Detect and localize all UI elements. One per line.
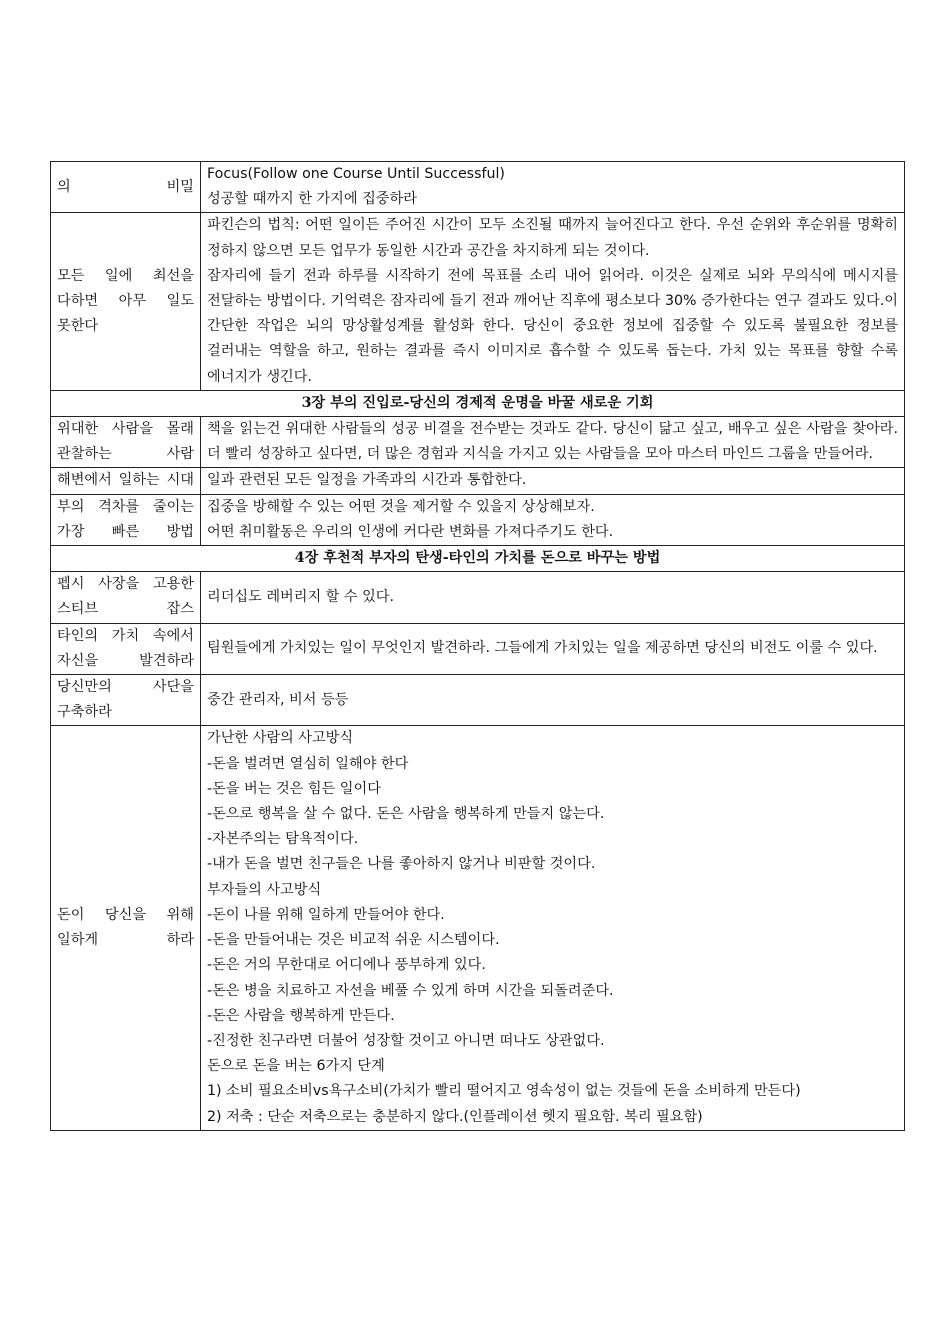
row-notes [201, 675, 905, 726]
row-topic: 모든 일에 최선을 다하면 아무 일도 못한다 [51, 213, 201, 390]
row-topic: 부의 격차를 줄이는 가장 빠른 방법 [51, 494, 201, 545]
table-row [51, 162, 905, 213]
section-heading: 4장 후천적 부자의 탄생-타인의 가치를 돈으로 바꾸는 방법 [51, 546, 905, 572]
note-line: 부자들의 사고방식 [207, 881, 322, 898]
table-row [51, 494, 905, 545]
note-line: 잠자리에 들기 전과 하루를 시작하기 전에 목표를 소리 내어 읽어라. 이것은 실제로 뇌와 무의식에 메시지를 전달하는 방법이다. 기억력은 잠자리에 들기 전과 깨어난 직후에 평소보다 30% 증가한다는 연구 결과도 있다.이 간단한 작업은 뇌의 망상활성계를 활성화 한다. 당신이 중요한 정보에 집중할 수 있도록 불필요한 정보를 걸러내는 역할을 하고, 원하는 결과를 즉시 이미지로 흡수할 수 있도록 돕는다. 가치 있는 목표를 향할 수록 에너지가 생긴다. [207, 267, 898, 385]
note-line: -돈은 거의 무한대로 어디에나 풍부하게 있다. [207, 957, 486, 974]
row-notes [201, 726, 905, 1130]
row-topic: 타인의 가치 속에서 자신을 발견하라 [51, 623, 201, 674]
note-line: -돈을 만들어내는 것은 비교적 쉬운 시스템이다. [207, 932, 500, 949]
row-topic: 당신만의 사단을 구축하라 [51, 675, 201, 726]
note-line: -돈을 버는 것은 힘든 일이다 [207, 780, 381, 797]
section-heading: 3장 부의 진입로-당신의 경제적 운명을 바꿀 새로운 기회 [51, 390, 905, 416]
note-line: 중간 관리자, 비서 등등 [207, 691, 349, 708]
table-row [51, 675, 905, 726]
note-line: -돈은 사람을 행복하게 만든다. [207, 1007, 395, 1024]
note-line: 리더십도 레버리지 할 수 있다. [207, 588, 395, 605]
note-line: -돈을 벌려면 열심히 일해야 한다 [207, 755, 409, 772]
note-line: -내가 돈을 벌면 친구들은 나를 좋아하지 않거나 비판할 것이다. [207, 856, 596, 873]
note-line: 어떤 취미활동은 우리의 인생에 커다란 변화를 가져다주기도 한다. [207, 523, 614, 540]
table-row [51, 623, 905, 674]
table-row [51, 468, 905, 494]
note-line: 돈으로 돈을 버는 6가지 단계 [207, 1058, 385, 1075]
row-notes [201, 213, 905, 390]
note-line: -돈으로 행복을 살 수 없다. 돈은 사람을 행복하게 만들지 않는다. [207, 806, 605, 823]
row-notes [201, 417, 905, 468]
section-row [51, 390, 905, 416]
row-topic: 의 비밀 [51, 162, 201, 213]
note-line: 파킨슨의 법칙: 어떤 일이든 주어진 시간이 모두 소진될 때까지 늘어진다고 한다. 우선 순위와 후순위를 명확히 정하지 않으면 모든 업무가 동일한 시간과 공간을 차지하게 되는 것이다. [207, 217, 898, 259]
row-topic: 펩시 사장을 고용한 스티브 잡스 [51, 572, 201, 623]
row-topic: 해변에서 일하는 시대 [51, 468, 201, 494]
note-line: 일과 관련된 모든 일정을 가족과의 시간과 통합한다. [207, 472, 527, 489]
row-notes [201, 623, 905, 674]
note-line: 가난한 사람의 사고방식 [207, 730, 354, 747]
table-row [51, 726, 905, 1130]
row-notes [201, 494, 905, 545]
table-row [51, 572, 905, 623]
row-notes [201, 162, 905, 213]
note-line: 팀원들에게 가치있는 일이 무엇인지 발견하라. 그들에게 가치있는 일을 제공하면 당신의 비전도 이룰 수 있다. [207, 640, 878, 657]
row-notes [201, 468, 905, 494]
note-line: -진정한 친구라면 더불어 성장할 것이고 아니면 떠나도 상관없다. [207, 1032, 605, 1049]
note-line: -돈이 나를 위해 일하게 만들어야 한다. [207, 906, 445, 923]
notes-table-body [51, 162, 905, 1131]
notes-table [50, 161, 905, 1131]
table-row [51, 417, 905, 468]
section-row [51, 546, 905, 572]
note-line: 집중을 방해할 수 있는 어떤 것을 제거할 수 있을지 상상해보자. [207, 498, 595, 515]
note-line: -자본주의는 탐욕적이다. [207, 831, 359, 848]
note-line: 2) 저축 : 단순 저축으로는 충분하지 않다.(인플레이션 헷지 필요함. 복리 필요함) [207, 1108, 703, 1125]
note-line: 1) 소비 필요소비vs욕구소비(가치가 빨리 떨어지고 영속성이 없는 것들에 돈을 소비하게 만든다) [207, 1083, 801, 1100]
note-line: 성공할 때까지 한 가지에 집중하라 [207, 191, 417, 208]
row-topic: 위대한 사람을 몰래 관찰하는 사람 [51, 417, 201, 468]
table-row [51, 213, 905, 390]
note-line: 책을 읽는건 위대한 사람들의 성공 비결을 전수받는 것과도 같다. 당신이 닮고 싶고, 배우고 싶은 사람을 찾아라. 더 빨리 성장하고 싶다면, 더 많은 경험과 지식을 가지고 있는 사람들을 모아 마스터 마인드 그룹을 만들어라. [207, 421, 898, 463]
note-line: -돈은 병을 치료하고 자선을 베풀 수 있게 하며 시간을 되돌려준다. [207, 982, 614, 999]
note-line: Focus(Follow one Course Until Successful) [207, 166, 505, 182]
row-notes [201, 572, 905, 623]
row-topic: 돈이 당신을 위해 일하게 하라 [51, 726, 201, 1130]
